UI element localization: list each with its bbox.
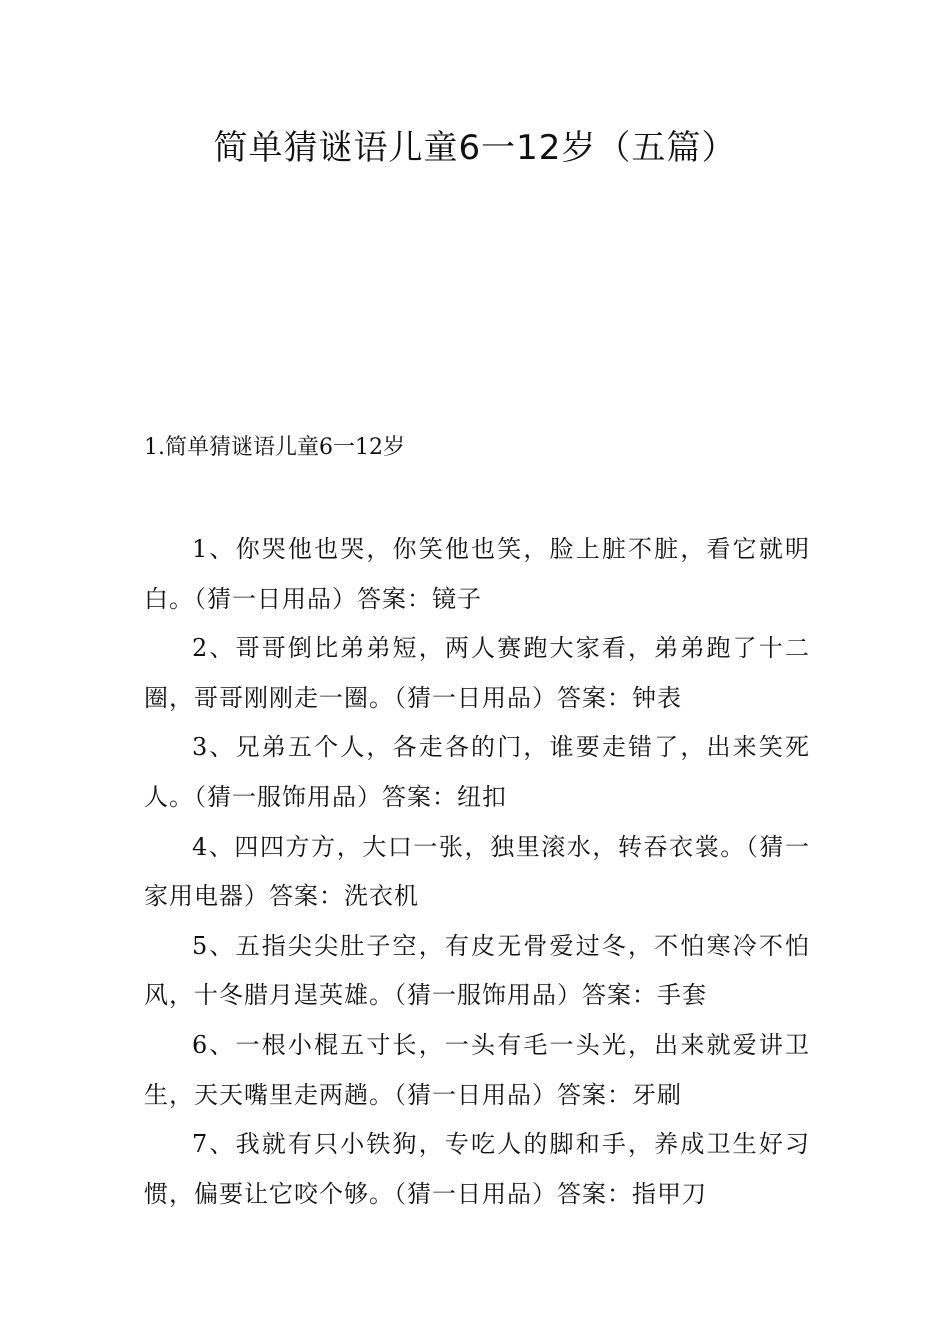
riddle-item: 7、我就有只小铁狗，专吃人的脚和手，养成卫生好习惯，偏要让它咬个够。（猜一日用品）答案：指甲刀 bbox=[144, 1130, 810, 1208]
riddle-item: 1、你哭他也哭，你笑他也笑，脸上脏不脏，看它就明白。（猜一日用品）答案：镜子 bbox=[144, 535, 810, 613]
riddle-list bbox=[144, 525, 810, 1219]
riddle-item: 5、五指尖尖肚子空，有皮无骨爱过冬，不怕寒冷不怕风，十冬腊月逞英雄。（猜一服饰用品）答案：手套 bbox=[144, 931, 810, 1010]
riddle-item: 3、兄弟五个人，各走各的门，谁要走错了，出来笑死人。（猜一服饰用品）答案：纽扣 bbox=[144, 733, 810, 811]
page-title: 简单猜谜语儿童6一12岁（五篇） bbox=[213, 128, 737, 168]
section-heading: 1.简单猜谜语儿童6一12岁 bbox=[144, 435, 405, 460]
riddle-item: 6、一根小棍五寸长，一头有毛一头光，出来就爱讲卫生，天天嘴里走两趟。（猜一日用品）答案：牙刷 bbox=[144, 1030, 810, 1109]
riddle-item: 4、四四方方，大口一张，独里滚水，转吞衣裳。（猜一家用电器）答案：洗衣机 bbox=[144, 832, 810, 911]
riddle-item: 2、哥哥倒比弟弟短，两人赛跑大家看，弟弟跑了十二圈，哥哥刚刚走一圈。（猜一日用品）答案：钟表 bbox=[144, 634, 810, 712]
